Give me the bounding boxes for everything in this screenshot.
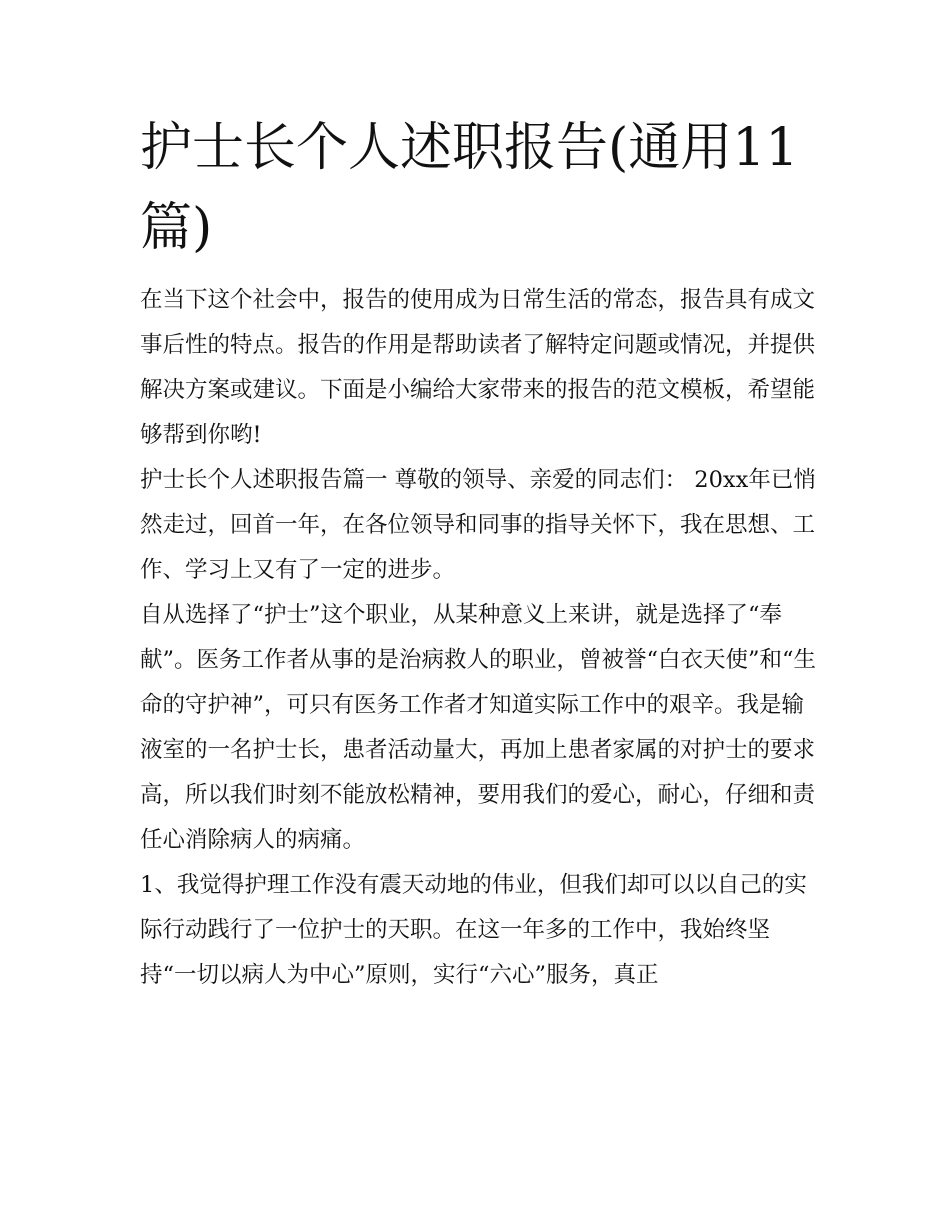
intro-paragraph: 在当下这个社会中，报告的使用成为日常生活的常态，报告具有成文事后性的特点。报告的作用是帮助读者了解特定问题或情况，并提供解决方案或建议。下面是小编给大家带来的报告的范文模板，希望能够帮到你哟! bbox=[140, 287, 816, 448]
section-one-opening-paragraph: 护士长个人述职报告篇一 尊敬的领导、亲爱的同志们： 20xx年已悄然走过，回首一年，在各位领导和同事的指导关怀下，我在思想、工作、学习上又有了一定的进步。 bbox=[140, 467, 816, 583]
numbered-point-1-paragraph: 1、我觉得护理工作没有震天动地的伟业，但我们却可以以自己的实际行动践行了一位护士的天职。在这一年多的工作中，我始终坚持“一切以病人为中心”原则，实行“六心”服务，真正 bbox=[140, 872, 807, 988]
document-body bbox=[140, 278, 820, 998]
document-title: 护士长个人述职报告(通用11篇) bbox=[140, 118, 799, 258]
career-choice-paragraph: 自从选择了“护士”这个职业，从某种意义上来讲，就是选择了“奉献”。医务工作者从事的是治病救人的职业，曾被誉“白衣天使”和“生命的守护神”，可只有医务工作者才知道实际工作中的艰辛。我是输液室的一名护士长，患者活动量大，再加上患者家属的对护士的要求高，所以我们时刻不能放松精神，要用我们的爱心，耐心，仔细和责任心消除病人的病痛。 bbox=[140, 602, 817, 853]
